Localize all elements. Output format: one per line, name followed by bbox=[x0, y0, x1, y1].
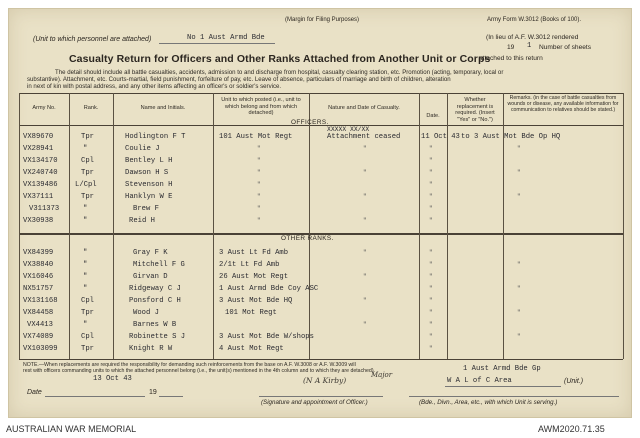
year-label: 19 bbox=[149, 389, 157, 396]
officer-rank: " bbox=[83, 217, 88, 225]
col-header-replacement: Whether replacement is required. (Insert "Yes" or "No.") bbox=[455, 97, 495, 123]
officer-name: Stevenson H bbox=[125, 181, 173, 189]
note-line-2: rest with officers commanding units to which the attached personnel belong (i.e., the unit(s) mentioned in the 4th column and to which they are detached). bbox=[23, 368, 375, 374]
ditto-mark: " bbox=[429, 205, 433, 212]
ditto-mark: " bbox=[517, 193, 521, 200]
officer-army-no: VX89670 bbox=[23, 133, 54, 141]
signatory-rank: Major bbox=[371, 371, 393, 379]
col-rule-2 bbox=[113, 93, 114, 359]
officers-heading: OFFICERS. bbox=[291, 119, 329, 126]
ditto-mark: " bbox=[429, 169, 433, 176]
ditto-mark: " bbox=[257, 145, 261, 152]
officer-army-no: VX30938 bbox=[23, 217, 54, 225]
ditto-mark: " bbox=[429, 273, 433, 280]
form-title: Casualty Return for Officers and Other Ranks Attached from Another Unit or Corps bbox=[69, 53, 491, 65]
table-top-rule bbox=[19, 93, 623, 94]
or-army-no: VX131168 bbox=[23, 297, 58, 305]
or-unit: 101 Mot Regt bbox=[225, 309, 277, 317]
ditto-mark: " bbox=[363, 297, 367, 304]
table-bottom-rule bbox=[19, 359, 623, 360]
nature-stamp: XXXXX XX/XX bbox=[327, 126, 370, 133]
officer-rank: " bbox=[83, 145, 88, 153]
instruction-line-2: substantive). Attachment, etc. Courts-martial, field punishment, forfeiture of pay, etc. Leave of absence, particulars of marriage and birth of children, alteration bbox=[27, 76, 451, 83]
or-unit: 26 Aust Mot Regt bbox=[219, 273, 289, 281]
accession-number: AWM2020.71.35 bbox=[538, 424, 605, 434]
col-rule-5 bbox=[419, 93, 420, 359]
year-prefix: 19 bbox=[507, 44, 515, 51]
ditto-mark: " bbox=[363, 217, 367, 224]
ditto-mark: " bbox=[429, 249, 433, 256]
area-written: W A L of C Area bbox=[447, 377, 512, 385]
form-sheet bbox=[8, 8, 632, 418]
bde-line bbox=[409, 396, 619, 397]
ditto-mark: " bbox=[257, 169, 261, 176]
officer-army-no: VX134170 bbox=[23, 157, 58, 165]
or-name: Ridgeway C J bbox=[129, 285, 181, 293]
col-rule-3 bbox=[213, 93, 214, 359]
ditto-mark: " bbox=[363, 321, 367, 328]
officer-army-no: VX139486 bbox=[23, 181, 58, 189]
ditto-mark: " bbox=[257, 193, 261, 200]
or-rank: " bbox=[83, 273, 88, 281]
or-unit: 2/1t Lt Fd Amb bbox=[219, 261, 280, 269]
col-header-unit-posted: Unit to which posted (i.e., unit to which belong and from which detached) bbox=[221, 97, 301, 117]
ditto-mark: " bbox=[257, 217, 261, 224]
ditto-mark: " bbox=[429, 285, 433, 292]
ditto-mark: " bbox=[517, 169, 521, 176]
ditto-mark: " bbox=[363, 193, 367, 200]
col-rule-1 bbox=[69, 93, 70, 359]
officer-rank: Tpr bbox=[81, 193, 94, 201]
date-line bbox=[45, 396, 145, 397]
ditto-mark: " bbox=[429, 193, 433, 200]
or-unit: 3 Aust Lt Fd Amb bbox=[219, 249, 289, 257]
unit-attached-label: (Unit to which personnel are attached) bbox=[33, 36, 152, 43]
col-header-remarks: Remarks. (in the case of battle casualties from wounds or disease, any available information for communication to relatives should be stated.) bbox=[507, 95, 619, 113]
col-rule-4 bbox=[309, 93, 310, 359]
officer-date: 11 Oct 43 bbox=[421, 133, 460, 141]
officer-name: Reid H bbox=[129, 217, 155, 225]
ditto-mark: " bbox=[517, 333, 521, 340]
or-unit: 1 Aust Armd Bde Coy ASC bbox=[219, 285, 319, 293]
or-name: Knight R W bbox=[129, 345, 173, 353]
officer-name: Hanklyn W E bbox=[125, 193, 173, 201]
ditto-mark: " bbox=[429, 345, 433, 352]
ditto-mark: " bbox=[517, 261, 521, 268]
or-army-no: VX74089 bbox=[23, 333, 54, 341]
or-army-no: VX103099 bbox=[23, 345, 58, 353]
ditto-mark: " bbox=[363, 249, 367, 256]
officer-army-no: VX240740 bbox=[23, 169, 58, 177]
ditto-mark: " bbox=[429, 145, 433, 152]
ditto-mark: " bbox=[429, 321, 433, 328]
col-rule-8 bbox=[623, 93, 624, 359]
other-ranks-heading: OTHER RANKS. bbox=[281, 235, 334, 242]
ditto-mark: " bbox=[363, 273, 367, 280]
date-label: Date bbox=[27, 389, 42, 396]
unit-attached-value: No 1 Aust Armd Bde bbox=[187, 34, 265, 42]
ditto-mark: " bbox=[257, 157, 261, 164]
archive-name: AUSTRALIAN WAR MEMORIAL bbox=[6, 424, 137, 434]
unit-label: (Unit.) bbox=[564, 378, 584, 385]
or-name: Robinette S J bbox=[129, 333, 186, 341]
or-rank: Tpr bbox=[81, 345, 94, 353]
officer-name: Coulie J bbox=[125, 145, 160, 153]
officer-rank: L/Cpl bbox=[75, 181, 97, 189]
officer-rank: Tpr bbox=[81, 169, 94, 177]
or-army-no: VX16046 bbox=[23, 273, 54, 281]
attached-to-return-label: attached to this return bbox=[479, 55, 543, 62]
bde-label: (Bde., Divn., Area, etc., with which Unit is serving.) bbox=[419, 399, 558, 406]
ditto-mark: " bbox=[363, 145, 367, 152]
ditto-mark: " bbox=[257, 205, 261, 212]
signed-date: 13 Oct 43 bbox=[93, 375, 132, 383]
unit-written: 1 Aust Armd Bde Gp bbox=[463, 365, 541, 373]
year-line bbox=[159, 396, 183, 397]
officer-army-no: VX28941 bbox=[23, 145, 54, 153]
ditto-mark: " bbox=[429, 217, 433, 224]
col-header-rank: Rank. bbox=[83, 105, 99, 111]
col-rule-0 bbox=[19, 93, 20, 359]
or-army-no: VX38840 bbox=[23, 261, 54, 269]
ditto-mark: " bbox=[257, 181, 261, 188]
or-name: Barnes W B bbox=[133, 321, 177, 329]
or-name: Mitchell F G bbox=[133, 261, 185, 269]
or-rank: Cpl bbox=[81, 297, 94, 305]
in-lieu-label: (In lieu of A.F. W.3012 rendered bbox=[486, 34, 579, 41]
instruction-line-1: The detail should include all battle casualties, accidents, admission to and discharge from hospital, casualty clearing station, etc. Promotion (acting, temporary, local or bbox=[55, 69, 504, 76]
col-header-army-no: Army No. bbox=[32, 105, 56, 111]
instruction-line-3: in next of kin with postal address, and any other items affecting an officer's or soldier's service. bbox=[27, 83, 282, 90]
ditto-mark: " bbox=[517, 309, 521, 316]
signature-label: (Signature and appointment of Officer.) bbox=[261, 399, 368, 406]
officer-nature: Attachment ceased bbox=[327, 133, 401, 141]
signature-line bbox=[259, 396, 383, 397]
or-name: Girvan D bbox=[133, 273, 168, 281]
or-rank: Cpl bbox=[81, 333, 94, 341]
archive-caption bbox=[0, 418, 640, 438]
unit-underline bbox=[159, 43, 275, 44]
unit-line bbox=[445, 386, 561, 387]
officer-unit: 101 Aust Mot Regt bbox=[219, 133, 293, 141]
ditto-mark: " bbox=[429, 261, 433, 268]
ditto-mark: " bbox=[429, 297, 433, 304]
officer-rank: " bbox=[83, 205, 88, 213]
ditto-mark: " bbox=[363, 169, 367, 176]
ditto-mark: " bbox=[517, 145, 521, 152]
margin-note: (Margin for Filing Purposes) bbox=[285, 17, 360, 23]
col-header-nature: Nature and Date of Casualty. bbox=[328, 105, 400, 111]
ditto-mark: " bbox=[429, 333, 433, 340]
ditto-mark: " bbox=[429, 309, 433, 316]
or-army-no: VX4413 bbox=[27, 321, 53, 329]
officer-name: Bentley L H bbox=[125, 157, 173, 165]
or-rank: " bbox=[83, 285, 88, 293]
officer-name: Brew F bbox=[133, 205, 159, 213]
or-rank: " bbox=[83, 321, 88, 329]
or-army-no: VX84458 bbox=[23, 309, 54, 317]
army-form-number: Army Form W.3012 (Books of 100). bbox=[487, 17, 582, 23]
or-army-no: VX84399 bbox=[23, 249, 54, 257]
or-unit: 4 Aust Mot Regt bbox=[219, 345, 284, 353]
note-line-1: NOTE.—When replacements are required the responsibility for demanding such reinforcements from the base on A.F. W.3008 or A.F. W.3009 will bbox=[23, 362, 356, 368]
officer-name: Dawson H S bbox=[125, 169, 169, 177]
or-name: Ponsford C H bbox=[129, 297, 181, 305]
officer-remarks: to 3 Aust Mot Bde Op HQ bbox=[461, 133, 561, 141]
ditto-mark: " bbox=[517, 285, 521, 292]
signatory-name: (N A Kirby) bbox=[303, 376, 347, 385]
officer-rank: Cpl bbox=[81, 157, 94, 165]
or-rank: Tpr bbox=[81, 309, 94, 317]
ditto-mark: " bbox=[429, 157, 433, 164]
officer-army-no: V311373 bbox=[29, 205, 60, 213]
sheet-count: 1 bbox=[527, 42, 532, 50]
or-unit: 3 Aust Mot Bde W/shops bbox=[219, 333, 314, 341]
or-name: Gray F K bbox=[133, 249, 168, 257]
or-rank: " bbox=[83, 261, 88, 269]
officer-army-no: VX37111 bbox=[23, 193, 54, 201]
or-unit: 3 Aust Mot Bde HQ bbox=[219, 297, 293, 305]
col-header-name: Name and Initials. bbox=[140, 105, 186, 111]
ditto-mark: " bbox=[429, 181, 433, 188]
col-header-date: Date. bbox=[426, 113, 440, 119]
number-of-sheets-label: Number of sheets bbox=[539, 44, 592, 51]
officer-rank: Tpr bbox=[81, 133, 94, 141]
or-name: Wood J bbox=[133, 309, 159, 317]
or-rank: " bbox=[83, 249, 88, 257]
or-army-no: NX51757 bbox=[23, 285, 54, 293]
officer-name: Hodlington F T bbox=[125, 133, 186, 141]
